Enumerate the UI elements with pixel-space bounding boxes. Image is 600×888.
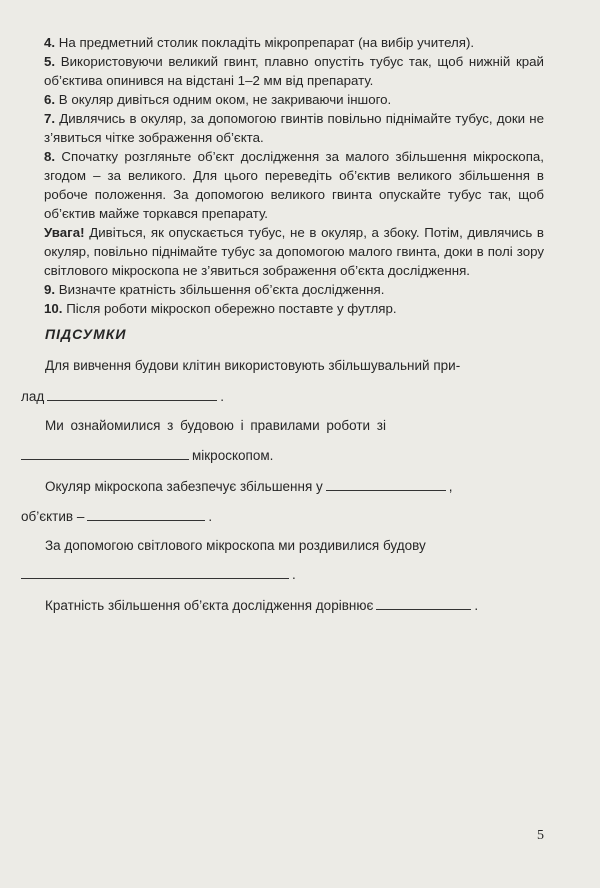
summary-line-1b	[21, 388, 224, 404]
step-4: 4. На предметний столик покладіть мікропрепарат (на вибір учителя).	[44, 35, 475, 50]
summary-text: лад	[21, 389, 45, 404]
summary-punct: .	[292, 567, 296, 582]
summary-text: об’єктив –	[21, 509, 85, 524]
summary-line-3a	[45, 478, 453, 494]
summary-line-2b	[21, 447, 273, 463]
instruction-steps	[44, 33, 544, 318]
warning-note: Увага! Дивіться, як опускається тубус, не в окуляр, а збоку. Потім, дивлячись в окуляр, повільно піднімайте тубус за допомогою малого гвинта, доки в полі зору світлового мікроскопа не з’явиться зображення об’єкта дослідження.	[44, 225, 544, 278]
step-8: 8. Спочатку розгляньте об’єкт дослідження за малого збільшення мікроскопа, згодом – за великого. Для цього переведіть об’єктив великого збільшення в робоче положення. За допомогою великого гвинта опускайте тубус так, щоб об’єктив майже торкався препарату.	[44, 149, 544, 221]
summary-text: Окуляр мікроскопа забезпечує збільшення у	[45, 479, 323, 494]
summary-punct: .	[220, 389, 225, 404]
step-6: 6. В окуляр дивіться одним оком, не закриваючи іншого.	[44, 92, 392, 107]
summary-line-3b	[21, 508, 212, 524]
summary-punct: .	[474, 598, 479, 613]
step-9: 9. Визначте кратність збільшення об’єкта дослідження.	[44, 282, 385, 297]
fill-in-blank-eyepiece-magnification[interactable]	[326, 478, 446, 491]
step-7: 7. Дивлячись в окуляр, за допомогою гвинтів повільно піднімайте тубус, доки не з’явиться чітке зображення об’єкта.	[44, 111, 544, 145]
summary-text: мікроскопом.	[192, 448, 274, 463]
summary-line-1a: Для вивчення будови клітин використовують збільшувальний при-	[45, 358, 461, 373]
summary-line-4a: За допомогою світлового мікроскопа ми роздивилися будову	[45, 538, 426, 553]
summary-line-4b	[21, 566, 296, 582]
summary-punct: .	[208, 509, 213, 524]
fill-in-blank-objective-magnification[interactable]	[87, 508, 205, 521]
summary-text: Кратність збільшення об’єкта дослідження дорівнює	[45, 598, 374, 613]
summary-heading: ПІДСУМКИ	[45, 326, 127, 342]
summary-line-5a	[45, 597, 478, 613]
summary-punct: ,	[448, 479, 453, 494]
step-10: 10. Після роботи мікроскоп обережно поставте у футляр.	[44, 301, 397, 316]
page-number: 5	[537, 828, 544, 843]
step-5: 5. Використовуючи великий гвинт, плавно опустіть тубус так, щоб нижній край об’єктива опинився на відстані 1–2 мм від препарату.	[44, 54, 544, 88]
fill-in-blank-magnification-ratio[interactable]	[376, 597, 471, 610]
summary-line-2a: Ми ознайомилися з будовою і правилами роботи зі	[45, 418, 386, 433]
fill-in-blank-device[interactable]	[47, 388, 217, 401]
fill-in-blank-microscope-type[interactable]	[21, 447, 189, 460]
fill-in-blank-structure[interactable]	[21, 566, 289, 579]
